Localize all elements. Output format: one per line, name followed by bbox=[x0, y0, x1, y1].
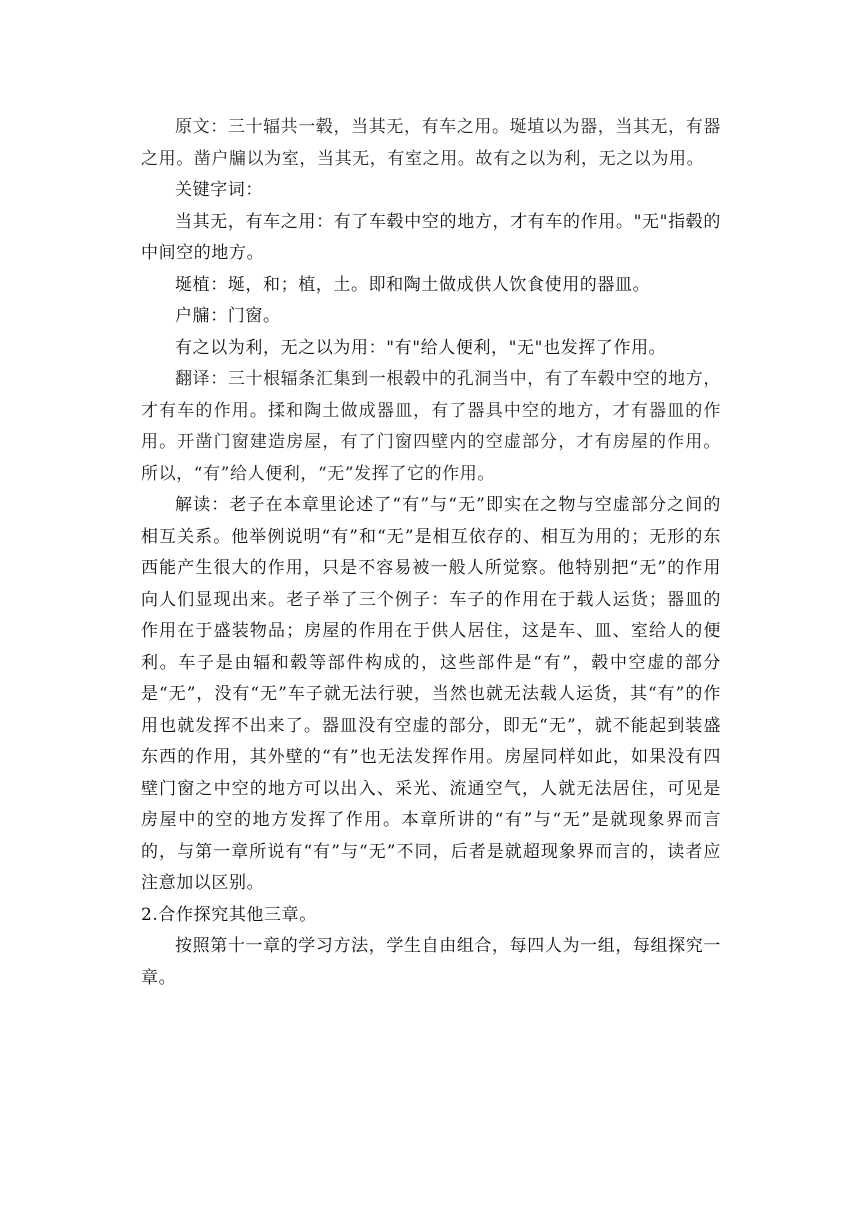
paragraph-interpretation: 解读：老子在本章里论述了“有”与“无”即实在之物与空虚部分之间的相互关系。他举例说明“有”和“无”是相互依存的、相互为用的；无形的东西能产生很大的作用，只是不容易被一般人所觉察。他特别把“无”的作用向人们显现出来。老子举了三个例子：车子的作用在于载人运货；器皿的作用在于盛装物品；房屋的作用在于供人居住，这是车、皿、室给人的便利。车子是由辐和毂等部件构成的，这些部件是“有”，毂中空虚的部分是“无”，没有“无”车子就无法行驶，当然也就无法载人运货，其“有”的作用也就发挥不出来了。器皿没有空虚的部分，即无“无”，就不能起到装盛东西的作用，其外壁的“有”也无法发挥作用。房屋同样如此，如果没有四壁门窗之中空的地方可以出入、采光、流通空气，人就无法居住，可见是房屋中的空的地方发挥了作用。本章所讲的“有”与“无”是就现象界而言的，与第一章所说有“有”与“无”不同，后者是就超现象界而言的，读者应注意加以区别。 bbox=[141, 495, 721, 893]
section-heading-cooperative-inquiry: 2.合作探究其他三章。 bbox=[141, 904, 317, 925]
paragraph-translation: 翻译：三十根辐条汇集到一根毂中的孔洞当中，有了车毂中空的地方，才有车的作用。揉和陶土做成器皿，有了器具中空的地方，才有器皿的作用。开凿门窗建造房屋，有了门窗四壁内的空虚部分，才有房屋的作用。所以，“有”给人便利，“无”发挥了它的作用。 bbox=[141, 369, 721, 484]
paragraph-key-word-4: 有之以为利，无之以为用："有"给人便利，"无"也发挥了作用。 bbox=[175, 337, 667, 358]
paragraph-original-text: 原文：三十辐共一毂，当其无，有车之用。埏埴以为器，当其无，有器之用。凿户牖以为室，当其无，有室之用。故有之以为利，无之以为用。 bbox=[141, 117, 721, 169]
heading-key-words: 关键字词： bbox=[175, 180, 263, 200]
paragraph-key-word-3: 户牖：门窗。 bbox=[175, 306, 281, 326]
paragraph-instructions: 按照第十一章的学习方法，学生自由组合，每四人为一组，每组探究一章。 bbox=[141, 936, 721, 988]
document-body bbox=[141, 112, 721, 994]
paragraph-key-word-2: 埏植：埏，和；植，土。即和陶土做成供人饮食使用的器皿。 bbox=[175, 274, 651, 295]
paragraph-key-word-1: 当其无，有车之用：有了车毂中空的地方，才有车的作用。"无"指毂的中间空的地方。 bbox=[141, 211, 721, 263]
